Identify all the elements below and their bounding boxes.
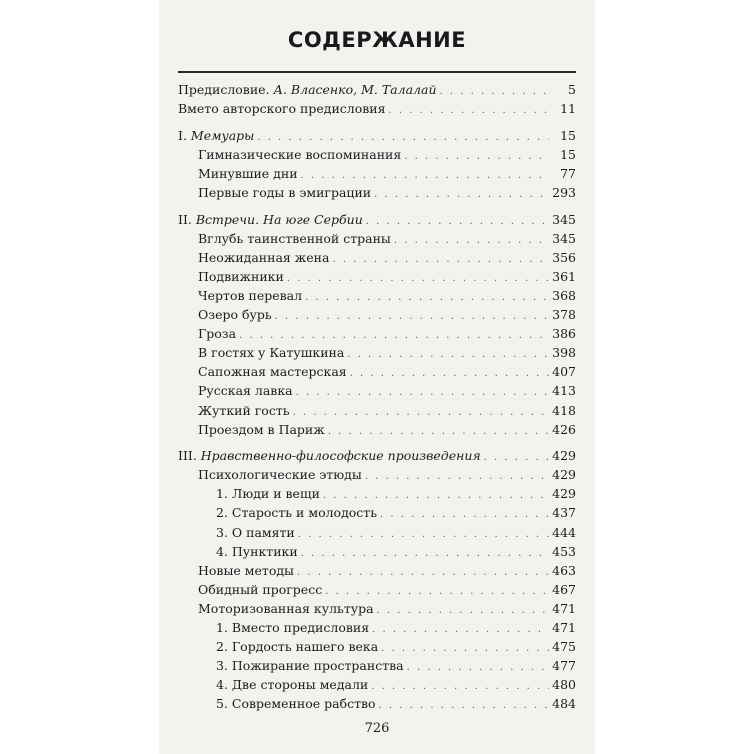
toc-page-number: 398 [552, 345, 576, 361]
leader-dots [366, 216, 549, 227]
toc-entry-title [198, 364, 347, 379]
toc-page-number: 444 [552, 524, 576, 540]
leader-dots [371, 681, 549, 692]
leader-dots [301, 170, 549, 181]
section-gap [178, 120, 576, 128]
toc-entry-text: 5. Современное рабство [216, 696, 376, 712]
toc-section-name: Встречи. На юге Сербии [195, 211, 363, 227]
section-gap [178, 204, 576, 212]
toc-entry-title [198, 288, 302, 303]
leader-dots [301, 548, 549, 559]
leader-dots [372, 624, 549, 635]
toc-entry [178, 658, 576, 677]
toc-entry-text: В гостях у Катушкина [198, 345, 345, 361]
toc-entry [178, 677, 576, 696]
toc-entry [178, 250, 576, 269]
toc-page-number: 386 [552, 326, 576, 342]
leader-dots [296, 387, 549, 398]
toc-entry-text: I. [178, 127, 191, 143]
toc-section-entry [178, 82, 576, 101]
toc-entry-text: Жуткий гость [198, 402, 290, 418]
toc-entry-text: Новые методы [198, 562, 294, 578]
toc-entry-text: 2. Старость и молодость [216, 505, 378, 521]
toc-entry-text: Предисловие. [178, 82, 274, 97]
book-page [160, 0, 594, 754]
toc-entry-title [198, 422, 325, 437]
toc-page-number: 345 [552, 230, 576, 246]
toc-page-number: 477 [552, 658, 576, 674]
toc-page-number: 15 [560, 127, 576, 143]
toc-entry [178, 288, 576, 307]
toc-entry [178, 544, 576, 563]
leader-dots [275, 311, 549, 322]
toc-entry-text: Чертов перевал [198, 287, 303, 303]
toc-page-number: 437 [552, 505, 576, 521]
toc-entry-title [216, 544, 298, 559]
toc-entry-title [198, 307, 272, 322]
toc-entry [178, 326, 576, 345]
toc-page-number: 484 [552, 696, 576, 712]
toc-page-number: 480 [552, 677, 576, 693]
leader-dots [389, 105, 549, 116]
toc-page-number: 356 [552, 249, 576, 265]
leader-dots [332, 254, 549, 265]
leader-dots [381, 643, 549, 654]
toc-page-number: 426 [552, 421, 576, 437]
toc-entry [178, 166, 576, 185]
toc-entry [178, 185, 576, 204]
toc-section-name: Мемуары [190, 127, 255, 143]
toc-entry-title [178, 128, 254, 143]
toc-entry-text: 3. О памяти [216, 524, 295, 540]
toc-entry [178, 422, 576, 441]
toc-entry-text: 1. Вместо предисловия [216, 620, 370, 636]
toc-section-entry [178, 212, 576, 231]
toc-entry-text: Неожиданная жена [198, 249, 330, 265]
leader-dots [404, 151, 549, 162]
toc-entry-text: 3. Пожирание пространства [216, 658, 404, 674]
toc-entry-text: Психологические этюды [198, 467, 362, 483]
toc-section-entry [178, 101, 576, 120]
toc-entry-title [198, 467, 362, 482]
toc-entry-text: Русская лавка [198, 383, 293, 399]
toc-entry [178, 563, 576, 582]
leader-dots [257, 132, 549, 143]
toc-entry-text: III. [178, 448, 201, 464]
toc-page-number: 453 [552, 543, 576, 559]
page-number: 726 [364, 721, 390, 736]
leader-dots [380, 509, 549, 520]
toc-entry-text: Подвижники [198, 268, 284, 284]
toc-page-number: 345 [552, 211, 576, 227]
toc-entry [178, 639, 576, 658]
toc-entry-title [216, 486, 320, 501]
toc-entry-title [216, 639, 378, 654]
leader-dots [365, 471, 549, 482]
toc-page-number: 429 [552, 448, 576, 464]
toc-entry [178, 231, 576, 250]
toc-entry-text: Обидный прогресс [198, 581, 323, 597]
toc-page-number: 378 [552, 307, 576, 323]
leader-dots [287, 273, 549, 284]
toc-entry-title [178, 82, 437, 97]
toc-entry-title [198, 601, 374, 616]
toc-entry [178, 601, 576, 620]
toc-entry [178, 269, 576, 288]
toc-entry-title [198, 166, 298, 181]
toc-section-entry [178, 448, 576, 467]
toc-entry-text: 4. Две стороны медали [216, 677, 369, 693]
toc-entry-title [216, 696, 376, 711]
toc-page-number: 467 [552, 581, 576, 597]
toc-entry-title [198, 403, 290, 418]
toc-entry-title [198, 185, 371, 200]
toc-entry-text: Моторизованная культура [198, 600, 374, 616]
toc-section-entry [178, 128, 576, 147]
toc-entry-title [198, 563, 294, 578]
toc-entry-title [198, 147, 401, 162]
leader-dots [484, 452, 549, 463]
leader-dots [377, 605, 549, 616]
toc-page-number: 418 [552, 402, 576, 418]
toc-page-number: 463 [552, 562, 576, 578]
toc-page-number: 413 [552, 383, 576, 399]
toc-page-number: 429 [552, 486, 576, 502]
toc-entry-text: Сапожная мастерская [198, 364, 347, 380]
toc-page-number: 471 [552, 620, 576, 636]
toc-page-number: 77 [560, 165, 576, 181]
toc-entry [178, 345, 576, 364]
leader-dots [394, 235, 549, 246]
toc-entry-text: Вмето авторского предисловия [178, 101, 386, 117]
toc-entry [178, 620, 576, 639]
toc-page-number: 361 [552, 268, 576, 284]
leader-dots [297, 567, 549, 578]
leader-dots [347, 349, 549, 360]
toc-section-name: Нравственно-философские произведения [200, 448, 481, 464]
toc-entry-title [198, 250, 329, 265]
toc-entry-title [178, 101, 386, 116]
toc-entry-text: 4. Пунктики [216, 543, 298, 559]
leader-dots [328, 426, 549, 437]
toc-entry-title [198, 231, 391, 246]
toc-entry [178, 582, 576, 601]
toc-entry-text: Гимназические воспоминания [198, 146, 402, 162]
leader-dots [374, 189, 549, 200]
section-gap [178, 441, 576, 449]
toc-page-number: 475 [552, 639, 576, 655]
toc-entry [178, 696, 576, 715]
toc-entry-text: 1. Люди и вещи [216, 486, 320, 502]
toc-entry [178, 403, 576, 422]
toc-entry-text: Проездом в Париж [198, 421, 325, 437]
leader-dots [239, 330, 549, 341]
toc-entry [178, 307, 576, 326]
toc-entry-text: II. [178, 211, 196, 227]
toc-entry-title [198, 269, 284, 284]
toc-page-number: 11 [560, 101, 576, 117]
title-rule [178, 71, 576, 73]
leader-dots [293, 407, 549, 418]
toc-entry-authors: А. Власенко, М. Талалай [273, 82, 437, 97]
toc-entry [178, 467, 576, 486]
toc-entry-title [178, 212, 363, 227]
leader-dots [440, 86, 549, 97]
toc-entry-title [216, 525, 295, 540]
toc-page-number: 471 [552, 600, 576, 616]
toc-entry [178, 505, 576, 524]
toc-entry-text: Вглубь таинственной страны [198, 230, 391, 246]
toc-entry [178, 364, 576, 383]
toc-entry [178, 486, 576, 505]
toc-entry-text: Минувшие дни [198, 165, 298, 181]
toc-entry-title [216, 658, 404, 673]
toc-entry-title [178, 448, 481, 463]
toc-entry-text: 2. Гордость нашего века [216, 639, 379, 655]
leader-dots [350, 368, 549, 379]
toc-page-number: 15 [560, 146, 576, 162]
leader-dots [379, 700, 549, 711]
toc-entry-title [216, 505, 377, 520]
leader-dots [298, 529, 549, 540]
toc-page-number: 407 [552, 364, 576, 380]
leader-dots [407, 662, 549, 673]
toc-entry-title [198, 582, 322, 597]
toc-entry-text: Гроза [198, 326, 237, 342]
leader-dots [305, 292, 549, 303]
leader-dots [323, 490, 549, 501]
toc-entry-title [198, 326, 236, 341]
leader-dots [325, 586, 549, 597]
toc-entry-title [216, 677, 368, 692]
toc-entry [178, 147, 576, 166]
toc-entry-title [198, 383, 293, 398]
toc-entry-text: Первые годы в эмиграции [198, 184, 372, 200]
toc-entry [178, 525, 576, 544]
toc-entry-title [216, 620, 369, 635]
toc-page-number: 5 [568, 82, 576, 97]
table-of-contents [178, 82, 576, 716]
toc-page-number: 429 [552, 467, 576, 483]
toc-entry-title [198, 345, 344, 360]
toc-entry [178, 383, 576, 402]
toc-page-number: 368 [552, 287, 576, 303]
page-title: СОДЕРЖАНИЕ [287, 28, 467, 52]
toc-page-number: 293 [552, 184, 576, 200]
toc-entry-text: Озеро бурь [198, 307, 272, 323]
